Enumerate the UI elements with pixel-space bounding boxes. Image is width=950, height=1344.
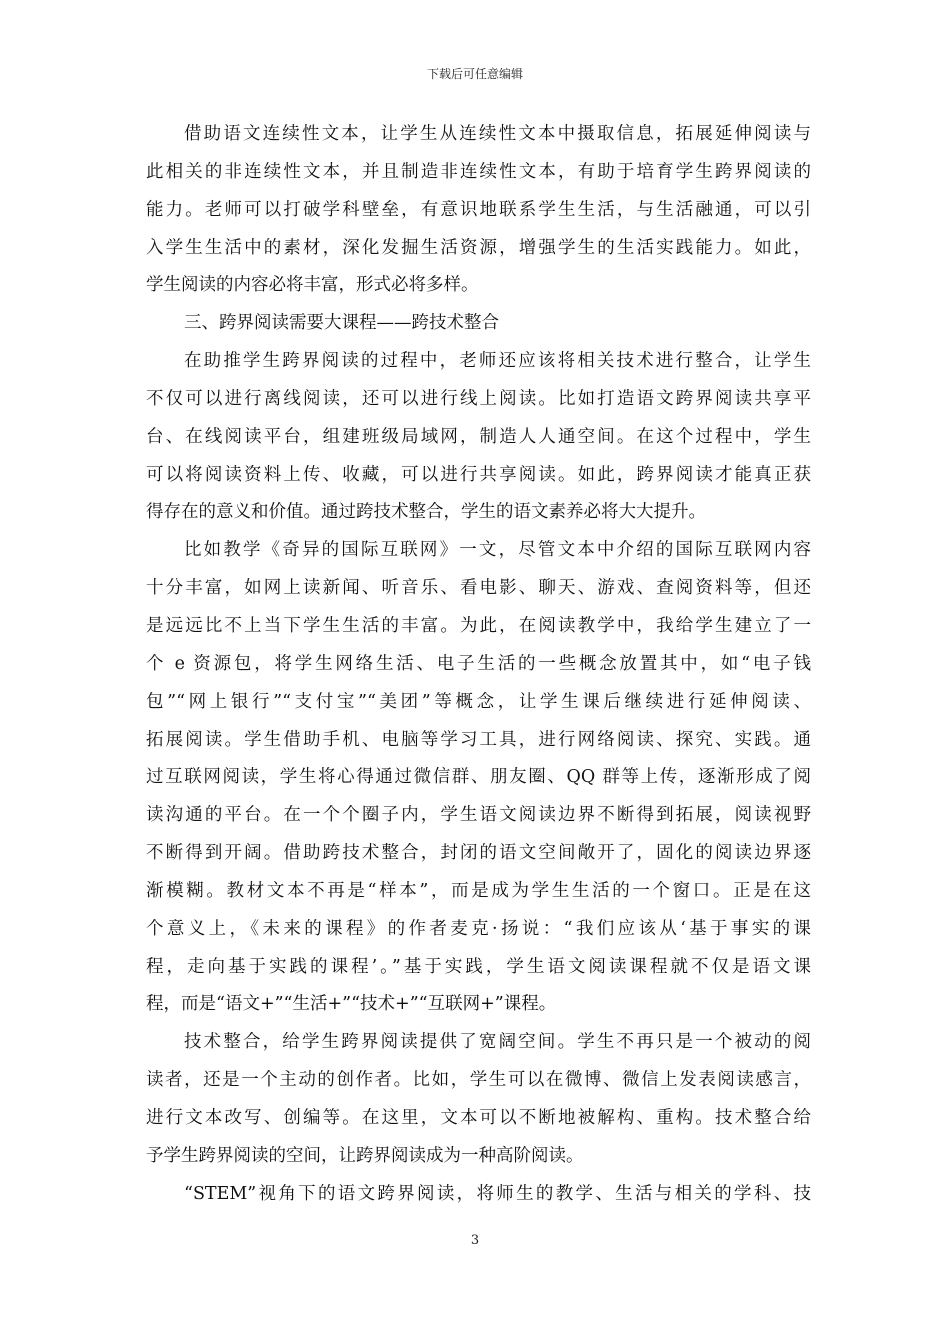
text-line: 个 e 资源包，将学生网络生活、电子生活的一些概念放置其中，如“电子钱 (146, 653, 811, 674)
text-line: 程，而是“语文+”“生活+”“技术+”“互联网+”课程。 (146, 994, 557, 1015)
text-line: 技术整合，给学生跨界阅读提供了宽阔空间。学生不再只是一个被动的阅 (184, 1032, 811, 1053)
text-line: 能力。老师可以打破学科壁垒，有意识地联系学生生活，与生活融通，可以引 (146, 199, 811, 220)
text-line: 进行文本改写、创编等。在这里，文本可以不断地被解构、重构。技术整合给 (146, 1107, 811, 1128)
text-line: 读者，还是一个主动的创作者。比如，学生可以在微博、微信上发表阅读感言， (146, 1070, 811, 1091)
text-line: 台、在线阅读平台，组建班级局域网，制造人人通空间。在这个过程中，学生 (146, 426, 811, 447)
text-line: 可以将阅读资料上传、收藏，可以进行共享阅读。如此，跨界阅读才能真正获 (146, 464, 811, 485)
text-line: 得存在的意义和价值。通过跨技术整合，学生的语文素养必将大大提升。 (146, 502, 706, 523)
text-line: 十分丰富，如网上读新闻、听音乐、看电影、聊天、游戏、查阅资料等，但还 (146, 578, 811, 599)
text-line: 此相关的非连续性文本，并且制造非连续性文本，有助于培育学生跨界阅读的 (146, 161, 811, 182)
text-line: 包”“网上银行”“支付宝”“美团”等概念，让学生课后继续进行延伸阅读、 (146, 691, 811, 712)
page-number: 3 (470, 1233, 480, 1248)
page-header: 下载后可任意编辑 (426, 67, 523, 81)
text-line: 学生阅读的内容必将丰富，形式必将多样。 (146, 275, 479, 296)
text-line: 个意义上，《未来的课程》的作者麦克·扬说：“我们应该从‘基于事实的课 (146, 918, 811, 939)
text-line: 渐模糊。教材文本不再是“样本”，而是成为学生生活的一个窗口。正是在这 (146, 880, 811, 901)
text-line: 程，走向基于实践的课程’。”基于实践，学生语文阅读课程就不仅是语文课 (146, 956, 811, 977)
section-heading: 三、跨界阅读需要大课程——跨技术整合 (184, 313, 499, 334)
document-body (146, 116, 811, 1213)
text-line: 不仅可以进行离线阅读，还可以进行线上阅读。比如打造语文跨界阅读共享平 (146, 388, 811, 409)
text-line: 在助推学生跨界阅读的过程中，老师还应该将相关技术进行整合，让学生 (184, 351, 811, 372)
text-line: “STEM”视角下的语文跨界阅读，将师生的教学、生活与相关的学科、技 (184, 1183, 811, 1204)
text-line: 借助语文连续性文本，让学生从连续性文本中摄取信息，拓展延伸阅读与 (184, 124, 811, 144)
text-line: 不断得到开阔。借助跨技术整合，封闭的语文空间敞开了，固化的阅读边界逐 (146, 843, 811, 864)
text-line: 拓展阅读。学生借助手机、电脑等学习工具，进行网络阅读、探究、实践。通 (146, 729, 811, 750)
text-line: 读沟通的平台。在一个个圈子内，学生语文阅读边界不断得到拓展，阅读视野 (146, 805, 811, 826)
text-line: 予学生跨界阅读的空间，让跨界阅读成为一种高阶阅读。 (146, 1145, 584, 1166)
text-line: 比如教学《奇异的国际互联网》一文，尽管文本中介绍的国际互联网内容 (184, 540, 811, 561)
text-line: 过互联网阅读，学生将心得通过微信群、朋友圈、QQ 群等上传，逐渐形成了阅 (146, 767, 811, 788)
text-line: 入学生生活中的素材，深化发掘生活资源，增强学生的生活实践能力。如此， (146, 237, 811, 258)
text-line: 是远远比不上当下学生生活的丰富。为此，在阅读教学中，我给学生建立了一 (146, 615, 811, 636)
